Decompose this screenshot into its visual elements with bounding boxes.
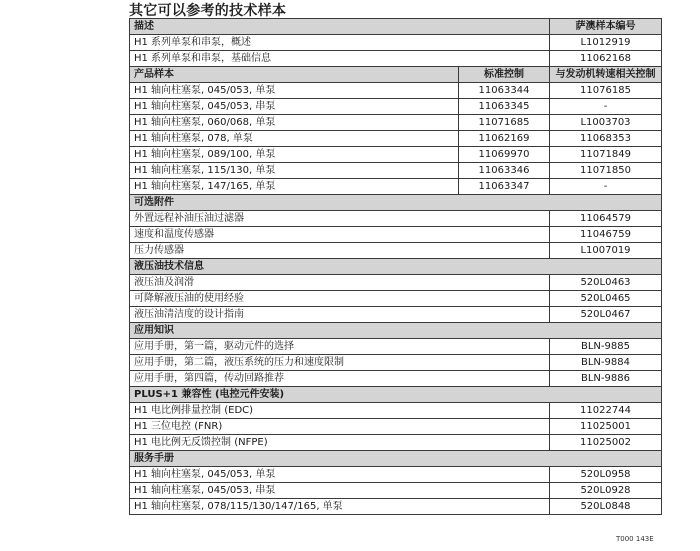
row-description: H1 电比例排量控制 (EDC) bbox=[130, 403, 550, 419]
table-row bbox=[130, 339, 662, 355]
row-description: H1 轴向柱塞泵, 078, 单泵 bbox=[130, 131, 459, 147]
row-description: 应用手册，第四篇，传动回路推荐 bbox=[130, 371, 550, 387]
column-header-literature-number: 萨澳样本编号 bbox=[550, 19, 662, 35]
row-description: 压力传感器 bbox=[130, 243, 550, 259]
row-engine-speed-control-number: L1003703 bbox=[550, 115, 662, 131]
table-row bbox=[130, 227, 662, 243]
row-standard-control-number: 11063347 bbox=[459, 179, 550, 195]
row-literature-number: L1007019 bbox=[550, 243, 662, 259]
row-description: 液压油及润滑 bbox=[130, 275, 550, 291]
section-header-row bbox=[130, 195, 662, 211]
table-row bbox=[130, 371, 662, 387]
table-row bbox=[130, 435, 662, 451]
table-row bbox=[130, 83, 662, 99]
table-row bbox=[130, 35, 662, 51]
row-engine-speed-control-number: 11068353 bbox=[550, 131, 662, 147]
row-literature-number: 11064579 bbox=[550, 211, 662, 227]
page-title: 其它可以参考的技术样本 bbox=[129, 3, 287, 19]
table-row bbox=[130, 355, 662, 371]
column-header-engine-speed-control: 与发动机转速相关控制 bbox=[550, 67, 662, 83]
row-description: H1 轴向柱塞泵, 045/053, 串泵 bbox=[130, 99, 459, 115]
row-description: H1 系列单泵和串泵，基础信息 bbox=[130, 51, 550, 67]
row-literature-number: 520L0467 bbox=[550, 307, 662, 323]
row-literature-number: L1012919 bbox=[550, 35, 662, 51]
row-literature-number: 11025001 bbox=[550, 419, 662, 435]
row-literature-number: 520L0928 bbox=[550, 483, 662, 499]
section-title: 可选附件 bbox=[130, 195, 662, 211]
table-row bbox=[130, 291, 662, 307]
section-header-row bbox=[130, 387, 662, 403]
row-engine-speed-control-number: 11071850 bbox=[550, 163, 662, 179]
table-row bbox=[130, 131, 662, 147]
row-engine-speed-control-number: - bbox=[550, 179, 662, 195]
table-row bbox=[130, 115, 662, 131]
row-description: H1 轴向柱塞泵, 060/068, 单泵 bbox=[130, 115, 459, 131]
row-description: 外置远程补油压油过滤器 bbox=[130, 211, 550, 227]
figure-code: T000 143E bbox=[616, 535, 654, 543]
table-row bbox=[130, 51, 662, 67]
section-title: 液压油技术信息 bbox=[130, 259, 662, 275]
row-description: H1 轴向柱塞泵, 045/053, 串泵 bbox=[130, 483, 550, 499]
table-header-row bbox=[130, 19, 662, 35]
row-standard-control-number: 11062169 bbox=[459, 131, 550, 147]
column-header-product: 产品样本 bbox=[130, 67, 459, 83]
row-description: H1 轴向柱塞泵, 089/100, 单泵 bbox=[130, 147, 459, 163]
row-literature-number: 520L0958 bbox=[550, 467, 662, 483]
row-literature-number: BLN-9886 bbox=[550, 371, 662, 387]
table-row bbox=[130, 163, 662, 179]
section-header-row bbox=[130, 259, 662, 275]
row-description: 速度和温度传感器 bbox=[130, 227, 550, 243]
row-description: 液压油清洁度的设计指南 bbox=[130, 307, 550, 323]
row-engine-speed-control-number: 11071849 bbox=[550, 147, 662, 163]
table-row bbox=[130, 211, 662, 227]
table-row bbox=[130, 499, 662, 515]
row-literature-number: 11046759 bbox=[550, 227, 662, 243]
row-standard-control-number: 11063345 bbox=[459, 99, 550, 115]
row-literature-number: 11062168 bbox=[550, 51, 662, 67]
reference-literature-table bbox=[129, 18, 662, 515]
table-body bbox=[130, 19, 662, 515]
table-row bbox=[130, 483, 662, 499]
row-description: 应用手册，第二篇，液压系统的压力和速度限制 bbox=[130, 355, 550, 371]
column-header-standard-control: 标准控制 bbox=[459, 67, 550, 83]
row-literature-number: 11022744 bbox=[550, 403, 662, 419]
row-description: H1 轴向柱塞泵, 078/115/130/147/165, 单泵 bbox=[130, 499, 550, 515]
row-literature-number: BLN-9885 bbox=[550, 339, 662, 355]
table-row bbox=[130, 467, 662, 483]
row-description: 可降解液压油的使用经验 bbox=[130, 291, 550, 307]
table-row bbox=[130, 179, 662, 195]
row-literature-number: BLN-9884 bbox=[550, 355, 662, 371]
row-description: H1 电比例无反馈控制 (NFPE) bbox=[130, 435, 550, 451]
row-standard-control-number: 11063346 bbox=[459, 163, 550, 179]
row-description: H1 轴向柱塞泵, 147/165, 单泵 bbox=[130, 179, 459, 195]
row-description: H1 系列单泵和串泵，概述 bbox=[130, 35, 550, 51]
row-standard-control-number: 11069970 bbox=[459, 147, 550, 163]
section-title: PLUS+1 兼容性 (电控元件安装) bbox=[130, 387, 662, 403]
section-title: 应用知识 bbox=[130, 323, 662, 339]
row-description: H1 轴向柱塞泵, 045/053, 单泵 bbox=[130, 467, 550, 483]
row-description: H1 轴向柱塞泵, 115/130, 单泵 bbox=[130, 163, 459, 179]
table-row bbox=[130, 419, 662, 435]
row-literature-number: 11025002 bbox=[550, 435, 662, 451]
row-literature-number: 520L0465 bbox=[550, 291, 662, 307]
section-header-row bbox=[130, 323, 662, 339]
row-standard-control-number: 11071685 bbox=[459, 115, 550, 131]
row-engine-speed-control-number: - bbox=[550, 99, 662, 115]
row-description: H1 轴向柱塞泵, 045/053, 单泵 bbox=[130, 83, 459, 99]
column-header-description: 描述 bbox=[130, 19, 550, 35]
table-row bbox=[130, 275, 662, 291]
row-literature-number: 520L0848 bbox=[550, 499, 662, 515]
section-title: 服务手册 bbox=[130, 451, 662, 467]
table-row bbox=[130, 147, 662, 163]
row-literature-number: 520L0463 bbox=[550, 275, 662, 291]
table-row bbox=[130, 243, 662, 259]
row-description: H1 三位电控 (FNR) bbox=[130, 419, 550, 435]
table-row bbox=[130, 403, 662, 419]
row-description: 应用手册，第一篇，驱动元件的选择 bbox=[130, 339, 550, 355]
row-standard-control-number: 11063344 bbox=[459, 83, 550, 99]
table-header-row bbox=[130, 67, 662, 83]
section-header-row bbox=[130, 451, 662, 467]
row-engine-speed-control-number: 11076185 bbox=[550, 83, 662, 99]
table-row bbox=[130, 307, 662, 323]
table-row bbox=[130, 99, 662, 115]
